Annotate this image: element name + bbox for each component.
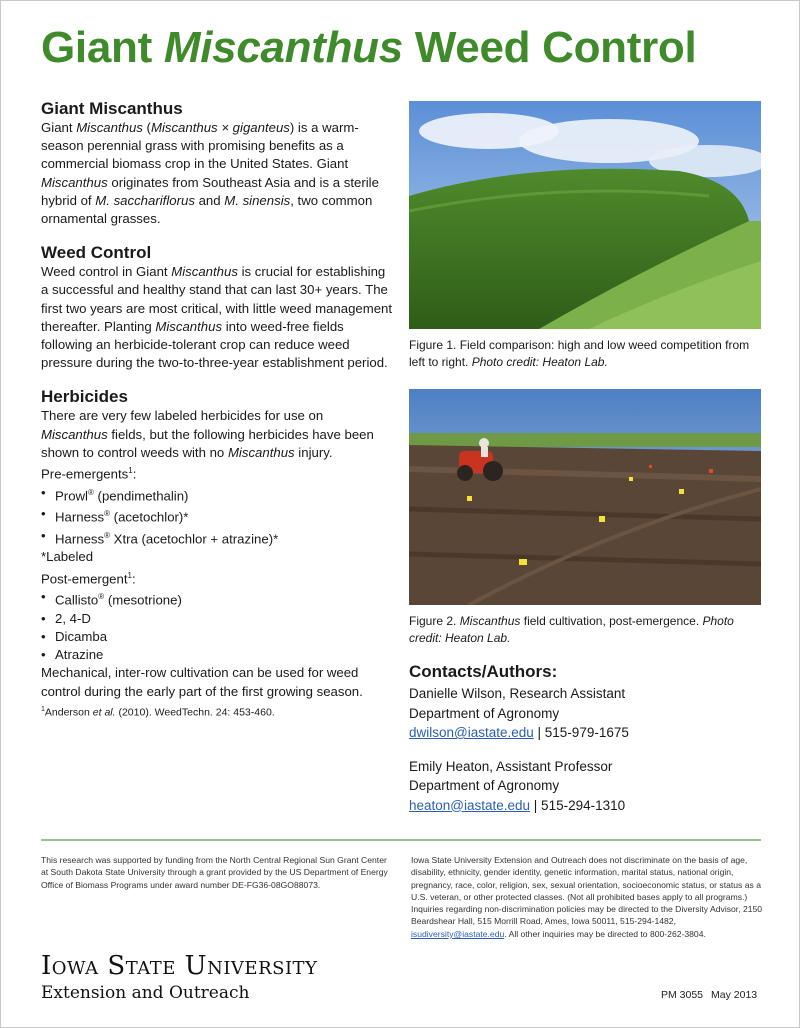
- section-giant-miscanthus: [41, 98, 393, 228]
- contact-person: [409, 757, 769, 816]
- isu-logo: [41, 951, 317, 1003]
- isu-logo-subtitle: Extension and Outreach: [41, 983, 250, 1003]
- figure-2-photo: [409, 389, 761, 605]
- publication-number: PM 3055: [661, 989, 704, 1001]
- list-item: • Harness® Xtra (acetochlor + atrazine)*: [41, 527, 393, 549]
- contact-email-line: dwilson@iastate.edu | 515-979-1675: [409, 725, 629, 740]
- contact-person: [409, 684, 769, 743]
- list-item: • Dicamba: [41, 628, 393, 646]
- contact-department: Department of Agronomy: [409, 705, 560, 721]
- section-heading: Weed Control: [41, 243, 152, 263]
- list-item: • Prowl® (pendimethalin): [41, 484, 393, 506]
- section-herbicides: [41, 386, 393, 721]
- section-weed-control: [41, 242, 393, 372]
- contact-name: Emily Heaton, Assistant Professor: [409, 758, 613, 774]
- contact-email-line: heaton@iastate.edu | 515-294-1310: [409, 797, 626, 813]
- pre-emergents-list: [41, 484, 393, 549]
- list-item: • Harness® (acetochlor)*: [41, 505, 393, 527]
- diversity-email-link[interactable]: isudiversity@iastate.edu: [411, 928, 505, 939]
- footnote: $^1$Anderson et al. (2010). WeedTechn. 24: 453-460.: [41, 705, 275, 719]
- section-divider: [41, 839, 761, 841]
- section-heading: Herbicides: [41, 387, 128, 407]
- section-body: There are very few labeled herbicides for use on Miscanthus fields, but the following herbicides have been shown to control weeds with no Miscanthus injury.: [41, 408, 374, 460]
- contact-name: Danielle Wilson, Research Assistant: [409, 686, 626, 701]
- publication-date: May 2013: [711, 989, 758, 1001]
- section-heading: Giant Miscanthus: [41, 99, 183, 118]
- contacts-section: [409, 661, 769, 815]
- post-emergent-list: [41, 588, 393, 664]
- list-item: • Callisto® (mesotrione): [41, 588, 393, 610]
- nondiscrimination-statement: Iowa State University Extension and Outreach does not discriminate on the basis of age, disability, ethnicity, gender identity, genetic information, marital status, national origin, pregnancy, race, color, religion, sex, sexual orientation, socioeconomic status, or status as a U.S. veteran, or other protected classes. (Not all prohibited bases apply to all programs.) Inquiries regarding non-discrimination policies may be directed to the Diversity Advisor, 2150 Beardshear Hall, 515 Morrill Road, Ames, Iowa 50011, 515-294-1482, isudiversity@iastate.edu. All other inquiries may be directed to 800-262-3804.: [411, 855, 763, 939]
- section-body: Weed control in Giant Miscanthus is crucial for establishing a successful and healthy stand that can last 30+ years. The first two years are most critical, with little weed management thereafter. Planting Miscanthus into weed-free fields following an herbicide-tolerant crop can reduce weed pressure during the two-to-three-year establishment period.: [41, 264, 393, 371]
- list-item: • 2, 4-D: [41, 610, 393, 628]
- page-title: Giant Miscanthus Weed Control: [41, 23, 697, 72]
- mechanical-note: Mechanical, inter-row cultivation can be used for weed control during the early part of the first growing season.: [41, 665, 363, 699]
- contact-email-link[interactable]: dwilson@iastate.edu: [409, 725, 534, 740]
- figure-1-photo: [409, 101, 761, 329]
- post-emergent-label: Post-emergent$^1$:: [41, 570, 136, 587]
- contact-department: Department of Agronomy: [409, 778, 560, 793]
- isu-logo-name: Iowa State University: [41, 951, 318, 981]
- right-column: [409, 101, 761, 647]
- contacts-heading: Contacts/Authors:: [409, 662, 558, 681]
- pre-emergents-label: Pre-emergents$^1$:: [41, 466, 137, 482]
- left-column: [41, 98, 393, 736]
- contact-email-link[interactable]: heaton@iastate.edu: [409, 797, 531, 813]
- section-body: Giant Miscanthus (Miscanthus × giganteus) is a warm-season perennial grass with promising benefits as a commercial biomass crop in the United States. Giant Miscanthus originates from Southeast Asia and is a sterile hybrid of M. sacchariflorus and M. sinensis, two common ornamental grasses.: [41, 120, 379, 227]
- publication-info: [661, 989, 757, 1001]
- labeled-note: *Labeled: [41, 549, 94, 565]
- figure-2-caption: Figure 2. Miscanthus field cultivation, post-emergence. Photo credit: Heaton Lab.: [409, 614, 734, 645]
- funding-statement: This research was supported by funding from the North Central Regional Sun Grant Center at South Dakota State University through a grant provided by the US Department of Energy Office of Biomass Programs under award number DE-FG36-08GO88073.: [41, 855, 388, 890]
- list-item: • Atrazine: [41, 646, 393, 664]
- figure-1-caption: Figure 1. Field comparison: high and low weed competition from left to right. Photo credit: Heaton Lab.: [409, 338, 750, 369]
